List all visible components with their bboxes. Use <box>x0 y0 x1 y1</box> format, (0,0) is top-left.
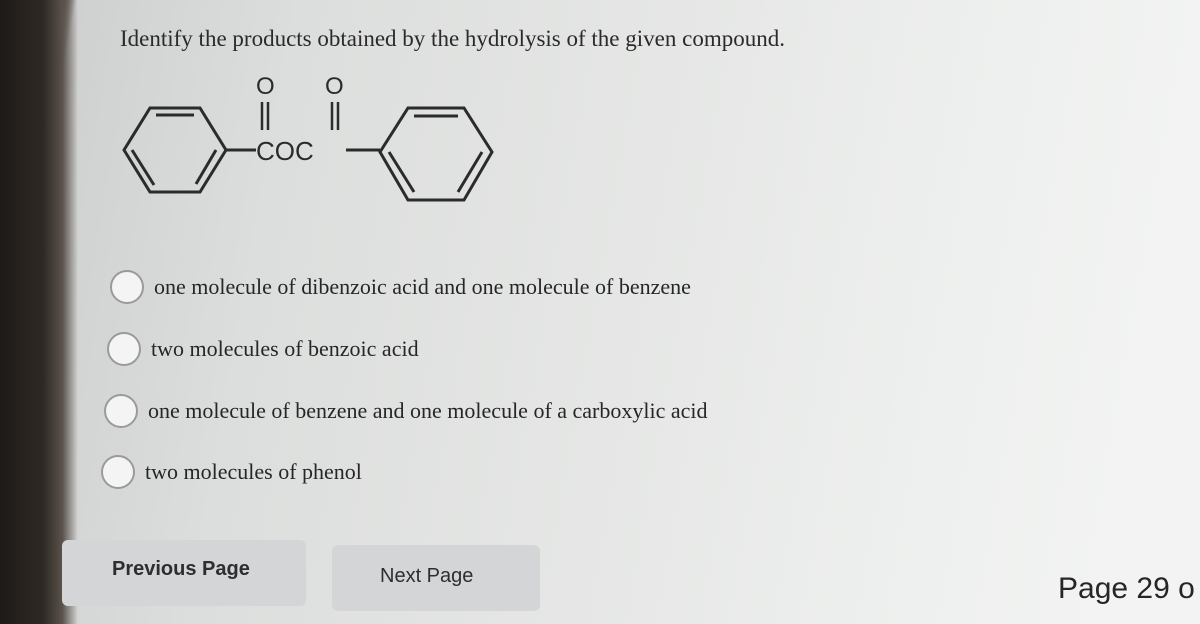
monitor-bezel <box>0 0 78 624</box>
carbonyl-left <box>262 102 268 130</box>
left-benzene-ring <box>124 108 226 192</box>
question-prompt: Identify the products obtained by the hydrolysis of the given compound. <box>120 26 785 51</box>
page-indicator: Page 29 o <box>1058 572 1195 605</box>
next-page-label: Next Page <box>380 565 474 587</box>
benzoic-anhydride-structure <box>118 68 508 218</box>
answer-option-2[interactable] <box>107 332 419 366</box>
oxygen-left-atom: O <box>256 73 275 100</box>
answer-option-label: one molecule of dibenzoic acid and one molecule of benzene <box>154 274 691 299</box>
next-page-button[interactable] <box>332 545 540 611</box>
right-benzene-ring <box>380 108 492 200</box>
radio-button[interactable] <box>110 270 144 304</box>
carbonyl-right <box>332 102 338 130</box>
previous-page-label: Previous Page <box>112 558 250 580</box>
answer-option-4[interactable] <box>101 455 362 489</box>
anhydride-linkage: COC <box>256 136 314 166</box>
answer-option-label: two molecules of benzoic acid <box>151 336 419 361</box>
answer-option-label: one molecule of benzene and one molecule of a carboxylic acid <box>148 398 708 423</box>
answer-option-3[interactable] <box>104 394 708 428</box>
answer-option-label: two molecules of phenol <box>145 459 362 484</box>
radio-button[interactable] <box>107 332 141 366</box>
answer-option-1[interactable] <box>110 270 691 304</box>
radio-button[interactable] <box>104 394 138 428</box>
previous-page-button[interactable] <box>62 540 306 606</box>
oxygen-right-atom: O <box>325 73 344 100</box>
radio-button[interactable] <box>101 455 135 489</box>
